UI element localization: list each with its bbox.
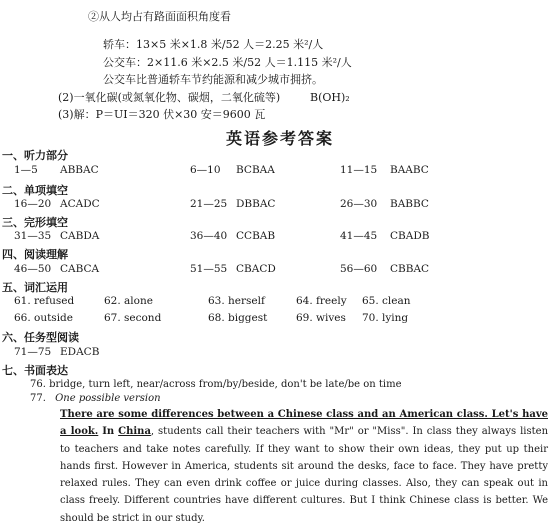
section-heading-writing: 七、书面表达 (2, 364, 68, 377)
section-heading-single-choice: 二、单项填空 (2, 184, 68, 197)
answer-word: biggest (228, 312, 268, 324)
answer-value: CABCA (60, 263, 100, 275)
question-76-answer: 76. bridge, turn left, near/across from/by/beside, don't be late/be on time (30, 379, 402, 390)
answer-range: 11—15 (340, 164, 378, 176)
answer-number: 69. (296, 312, 313, 324)
essay-opening-underlined: There are some differences between a Chinese class and an American class. Let's have a look. (60, 409, 548, 438)
sample-essay (60, 406, 548, 527)
answer-value: ABBAC (60, 164, 99, 176)
answer-number: 67. (104, 312, 121, 324)
physics-line-1: ②从人均占有路面面积角度看 (88, 10, 231, 23)
question-77-label: 77. (30, 393, 46, 404)
answer-value: CBADB (390, 230, 430, 242)
answer-range: 31—35 (14, 230, 52, 242)
answer-word: clean (382, 295, 411, 307)
answer-value: CBACD (236, 263, 276, 275)
answer-value: CBBAC (390, 263, 430, 275)
essay-china: China (118, 426, 151, 438)
answer-value: BAABC (390, 164, 429, 176)
answer-number: 66. (14, 312, 31, 324)
answer-word: second (124, 312, 162, 324)
answer-number: 65. (362, 295, 379, 307)
answer-word: outside (34, 312, 73, 324)
answer-value: CCBAB (236, 230, 276, 242)
answer-number: 62. (104, 295, 121, 307)
question-77-header (30, 393, 161, 404)
answer-range: 46—50 (14, 263, 52, 275)
answer-word: refused (34, 295, 75, 307)
question-77-hint: One possible version (55, 393, 161, 404)
physics-line-4: 公交车比普通轿车节约能源和减少城市拥挤。 (103, 73, 323, 86)
section-heading-listening: 一、听力部分 (2, 149, 68, 162)
answer-range: 36—40 (190, 230, 228, 242)
answer-word: wives (316, 312, 346, 324)
answer-number: 64. (296, 295, 313, 307)
physics-line-3: 公交车：2×11.6 米×2.5 米/52 人＝1.115 米²/人 (103, 56, 352, 69)
answer-value: EDACB (60, 346, 100, 358)
answer-range: 26—30 (340, 198, 378, 210)
answer-range: 41—45 (340, 230, 378, 242)
answer-range: 6—10 (190, 164, 221, 176)
section-heading-reading: 四、阅读理解 (2, 248, 68, 261)
section-heading-task-reading: 六、任务型阅读 (2, 331, 79, 344)
answer-range: 56—60 (340, 263, 378, 275)
physics-line-5-formula: B(OH)₂ (310, 91, 350, 104)
answer-word: herself (228, 295, 265, 307)
answer-range: 51—55 (190, 263, 228, 275)
physics-line-2: 轿车：13×5 米×1.8 米/52 人＝2.25 米²/人 (103, 38, 324, 51)
answer-value: BABBC (390, 198, 429, 210)
answer-number: 70. (362, 312, 379, 324)
answer-value: DBBAC (236, 198, 276, 210)
essay-in: In (102, 426, 115, 438)
answer-word: alone (124, 295, 153, 307)
english-answers-title: 英语参考答案 (225, 129, 334, 148)
answer-range: 71—75 (14, 346, 52, 358)
answer-range: 16—20 (14, 198, 52, 210)
answer-value: BCBAA (236, 164, 275, 176)
answer-range: 1—5 (14, 164, 38, 176)
physics-line-5: (2)一氧化碳(或氮氧化物、碳烟，二氧化硫等) (58, 91, 281, 104)
answer-number: 63. (208, 295, 225, 307)
physics-line-6: (3)解：P＝UI＝320 伏×30 安＝9600 瓦 (58, 108, 266, 121)
section-heading-cloze: 三、完形填空 (2, 216, 68, 229)
section-heading-vocabulary: 五、词汇运用 (2, 281, 68, 294)
answer-range: 21—25 (190, 198, 228, 210)
answer-word: freely (316, 295, 347, 307)
answer-value: CABDA (60, 230, 100, 242)
answer-number: 68. (208, 312, 225, 324)
essay-body: , students call their teachers with "Mr" or "Miss". In class they always listen to teachers and take notes carefully. If they want to show their own ideas, they put up their hands first. However in America, students sit around the desks, face to face. They have pretty relaxed rules. They can even drink coffee or juice during classes. Also, they can speak out in class freely. Different countries have different cultures. But I think Chinese class is better. We should be strict in our study. (60, 426, 549, 524)
answer-number: 61. (14, 295, 31, 307)
answer-value: ACADC (60, 198, 100, 210)
answer-word: lying (382, 312, 409, 324)
